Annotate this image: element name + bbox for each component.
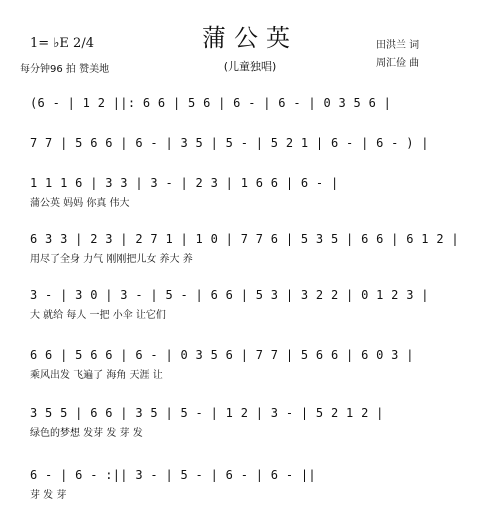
music-line-6: 6 6 | 5 6 6 | 6 - | 0 3 5 6 | 7 7 | 5 6 6 | 6 0 3 | [30, 348, 414, 362]
key-signature: 1= ♭E 2/4 [30, 36, 94, 51]
music-line-2: 7 7 | 5 6 6 | 6 - | 3 5 | 5 - | 5 2 1 | 6 - | 6 - ) | [30, 136, 429, 150]
music-line-3: 1 1 1 6 | 3 3 | 3 - | 2 3 | 1 6 6 | 6 - | [30, 176, 339, 190]
music-line-7: 3 5 5 | 6 6 | 3 5 | 5 - | 1 2 | 3 - | 5 2 1 2 | [30, 406, 384, 420]
music-line-5: 3 - | 3 0 | 3 - | 5 - | 6 6 | 5 3 | 3 2 2 | 0 1 2 3 | [30, 288, 429, 302]
composer-credit: 周汇俭 曲 [376, 58, 420, 69]
page-title: 蒲公英 [202, 24, 298, 52]
music-line-8: 6 - | 6 - :|| 3 - | 5 - | 6 - | 6 - || [30, 468, 316, 482]
lyric-line-6: 乘风出发 飞遍了 海角 天涯 让 [30, 370, 163, 381]
subtitle: (儿童独唱) [223, 60, 277, 73]
lyric-line-8: 芽 发 芽 [30, 490, 67, 501]
lyric-line-5: 大 就给 每人 一把 小伞 让它们 [30, 310, 166, 321]
tempo-marking: 每分钟96 拍 赞美地 [20, 64, 110, 75]
lyric-line-7: 绿色的梦想 发芽 发 芽 发 [30, 428, 143, 439]
music-line-4: 6 3 3 | 2 3 | 2 7 1 | 1 0 | 7 7 6 | 5 3 5 | 6 6 | 6 1 2 | [30, 232, 459, 246]
lyric-line-3: 蒲公英 妈妈 你真 伟大 [30, 198, 130, 209]
lyric-line-4: 用尽了全身 力气 刚刚把儿女 养大 养 [30, 254, 193, 265]
music-line-1: (6 - | 1 2 ||: 6 6 | 5 6 | 6 - | 6 - | 0 3 5 6 | [30, 96, 392, 110]
lyricist-credit: 田洪兰 词 [376, 40, 420, 51]
